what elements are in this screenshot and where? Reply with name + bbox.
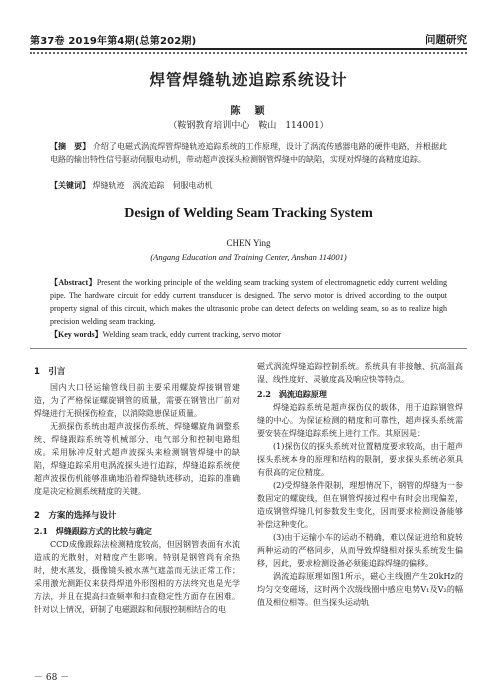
section-2-1-paragraph-1: CCD成像跟踪法检测精度较高，但因钢管表面有水流造成的光散射，对精度产生影响。特别是钢管尚有余热时，使水蒸发，摄像镜头被水蒸气遮盖而无法正常工作；采用激光测距仪来获得焊道外形图相的方法终究也是光学方法，并且在提高扫查频率和扫查稳定性方面存在困难。针对以上情况，研制了电磁跟踪和伺服控制相结合的电 (34, 540, 240, 614)
page-number: － 68 － (34, 673, 70, 683)
section-1-paragraph-1: 国内大口径运输管线目前主要采用螺旋焊接钢管建造，为了严格保证螺旋钢管的质量，需要在钢管出厂前对焊缝进行无损探伤检查，以消除隐患保证质量。 (34, 383, 240, 418)
journal-issue: 第37卷 2019年第4期(总第202期) (30, 36, 197, 47)
english-title: Design of Welding Seam Tracking System (124, 206, 373, 221)
english-abstract-label: 【Abstract】 (50, 278, 97, 287)
chinese-keywords (50, 180, 447, 191)
section-2-2-paragraph-5: 涡流追踪原理如图1所示，磁心主线圈产生20kHz的均匀交变磁场，这时两个次级线圈中感应电势V₁及V₂的幅值及相位相等。但当探头运动轨 (257, 572, 463, 607)
section-2-heading: 2 方案的选择与设计 (34, 511, 117, 521)
chinese-abstract (50, 140, 447, 166)
chinese-title: 焊管焊缝轨迹追踪系统设计 (149, 70, 348, 89)
header-dotted-rule (30, 52, 467, 54)
section-2-2-heading: 2.2 涡流追踪原理 (257, 389, 327, 399)
chinese-keywords-text: 焊缝轨迹 涡流追踪 伺服电动机 (92, 181, 213, 190)
section-2-2-paragraph-1: 焊缝追踪系统是超声探伤仪的载体，用于追踪钢管焊缝的中心。为保证检测的精度和可靠性，超声探头系统需要安装在焊缝追踪系统上进行工作。其原因是： (257, 403, 463, 438)
english-affiliation: (Angang Education and Training Center, Anshan 114001) (150, 252, 347, 262)
chinese-abstract-text: 介绍了电磁式涡流焊管焊缝轨迹追踪系统的工作原理，设计了涡流传感器电路的硬件电路，并根据此电路的输出特性信号驱动伺服电动机，带动超声波探头检测钢管焊缝中的缺陷，实现对焊缝的高精度追踪。 (50, 142, 447, 164)
section-2-2-paragraph-3: (2)受焊缝条件限制，理想情况下，钢管的焊缝为一参数固定的螺旋线，但在钢管焊接过程中有时会出现偏差，造成钢管焊缝几何参数发生变化，因而要求检测设备能够补偿这种变化。 (257, 481, 463, 529)
section-2-1-heading: 2.1 焊缝跟踪方式的比较与确定 (34, 526, 152, 536)
right-column (257, 360, 463, 609)
section-2-2-paragraph-2: (1)探伤仪的探头系统对位置精度要求较高，由于超声探头系统本身的原理和结构的限制，要求探头系统必须具有很高的定位精度。 (257, 442, 463, 477)
english-abstract-text: Present the working principle of the welding seam tracking system of electromagnetic eddy current welding pipe. The hardware circuit for eddy current transducer is designed. The servo motor is drived according to the output property signal of this circuit, which makes the ultrasonic probe can detect defects on welding seam, so as to realize high precision welding seam tracking. (50, 278, 447, 326)
journal-section: 问题研究 (425, 34, 467, 46)
english-keywords (50, 329, 447, 340)
english-abstract (50, 276, 447, 328)
english-keywords-label: 【Key words】 (50, 330, 103, 339)
section-2-1-paragraph-continued: 磁式涡流焊缝追踪控制系统。系统具有非接触、抗高温高湿、线性度好、灵敏度高及响应快等特点。 (257, 362, 463, 384)
chinese-keywords-label: 【关键词】 (50, 180, 90, 190)
left-column (34, 360, 240, 616)
english-author: CHEN Ying (226, 238, 271, 248)
section-1-heading: 1 引言 (34, 367, 66, 377)
english-keywords-text: Welding seam track, eddy current tracking, servo motor (102, 330, 281, 339)
section-2-2-paragraph-4: (3)由于运输小车的运动不精确，难以保证进给和旋转两种运动的严格同步，从而导致焊缝相对探头系统发生偏移，因此，要求检测设备必须能追踪焊缝的偏移。 (257, 533, 463, 568)
chinese-author: 陈 颖 (230, 106, 267, 117)
abstract-divider (30, 348, 467, 349)
chinese-abstract-label: 【摘 要】 (50, 141, 91, 151)
section-1-paragraph-2: 无损探伤系统由超声波探伤系统、焊缝螺旋角调整系统、焊缝跟踪系统等机械部分、电气部分和控制电路组成。采用脉冲反射式超声波探头来检测钢管焊缝中的缺陷，焊缝追踪采用电涡流探头进行追踪，焊缝追踪系统使超声波探伤机能够准确地沿着焊缝轨迹移动，追踪的准确度是决定检测系统精度的关键。 (34, 422, 240, 496)
chinese-affiliation: （鞍钢教育培训中心 鞍山 114001） (168, 121, 329, 131)
header-rule (30, 48, 467, 50)
